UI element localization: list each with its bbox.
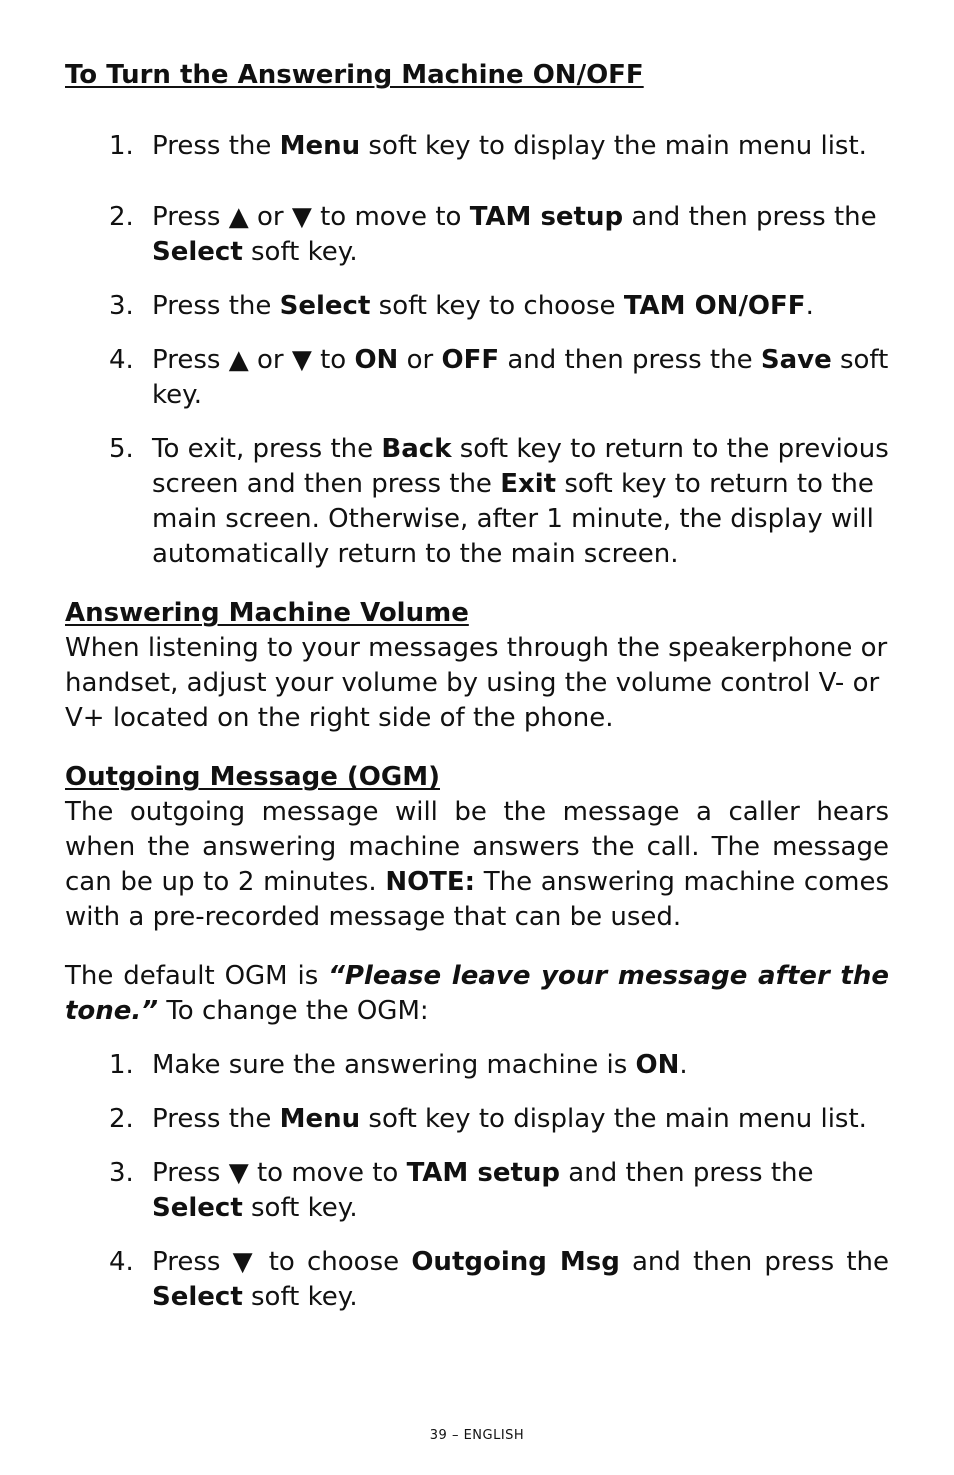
list-item: [65, 432, 889, 572]
step-text: Press ▲ or ▼ to move to TAM setup and then press the Select soft key.: [152, 202, 877, 267]
list-item: [65, 289, 889, 324]
ogm-paragraph: The outgoing message will be the message a caller hears when the answering machine answers the call. The message can be up to 2 minutes. NOTE: The answering machine comes with a pre-recorded message that can be used.: [65, 797, 889, 932]
step-text: Press the Select soft key to choose TAM ON/OFF.: [152, 291, 814, 321]
heading-answering-machine-volume: Answering Machine Volume: [65, 598, 469, 628]
manual-page: [65, 58, 889, 1334]
step-text: Press ▼ to choose Outgoing Msg and then press the Select soft key.: [152, 1247, 889, 1312]
step-number: 2.: [109, 202, 134, 232]
step-text: Press the Menu soft key to display the main menu list.: [152, 1104, 867, 1134]
note-label: NOTE:: [385, 867, 476, 897]
step-text: To exit, press the Back soft key to return to the previous screen and then press the Exit soft key to return to the main screen. Otherwise, after 1 minute, the display will automatically return to the main screen.: [152, 434, 889, 569]
step-text: Press ▼ to move to TAM setup and then press the Select soft key.: [152, 1158, 814, 1223]
list-item: [65, 343, 889, 413]
change-ogm-steps: [65, 1048, 889, 1315]
list-item: [65, 1156, 889, 1226]
step-number: 4.: [109, 1247, 134, 1277]
step-text: Make sure the answering machine is ON.: [152, 1050, 688, 1080]
list-item: [65, 1102, 889, 1137]
list-item: [65, 129, 889, 164]
heading-turn-tam-on-off: To Turn the Answering Machine ON/OFF: [65, 60, 644, 90]
step-number: 2.: [109, 1104, 134, 1134]
step-text: Press the Menu soft key to display the main menu list.: [152, 131, 867, 161]
list-item: [65, 1245, 889, 1315]
step-number: 4.: [109, 345, 134, 375]
volume-paragraph: When listening to your messages through the speakerphone or handset, adjust your volume by using the volume control V- or V+ located on the right side of the phone.: [65, 633, 888, 733]
step-number: 1.: [109, 1050, 134, 1080]
step-number: 5.: [109, 434, 134, 464]
step-number: 1.: [109, 131, 134, 161]
step-number: 3.: [109, 1158, 134, 1188]
default-ogm-quote: “Please leave your message after the tone.”: [65, 961, 889, 1026]
step-text: Press ▲ or ▼ to ON or OFF and then press the Save soft key.: [152, 345, 889, 410]
list-item: [65, 200, 889, 270]
step-number: 3.: [109, 291, 134, 321]
default-ogm-paragraph: The default OGM is “Please leave your message after the tone.” To change the OGM:: [65, 961, 889, 1026]
list-item: [65, 1048, 889, 1083]
page-footer: 39 – ENGLISH: [429, 1428, 525, 1443]
tam-on-off-steps: [65, 129, 889, 572]
heading-outgoing-message: Outgoing Message (OGM): [65, 762, 440, 792]
